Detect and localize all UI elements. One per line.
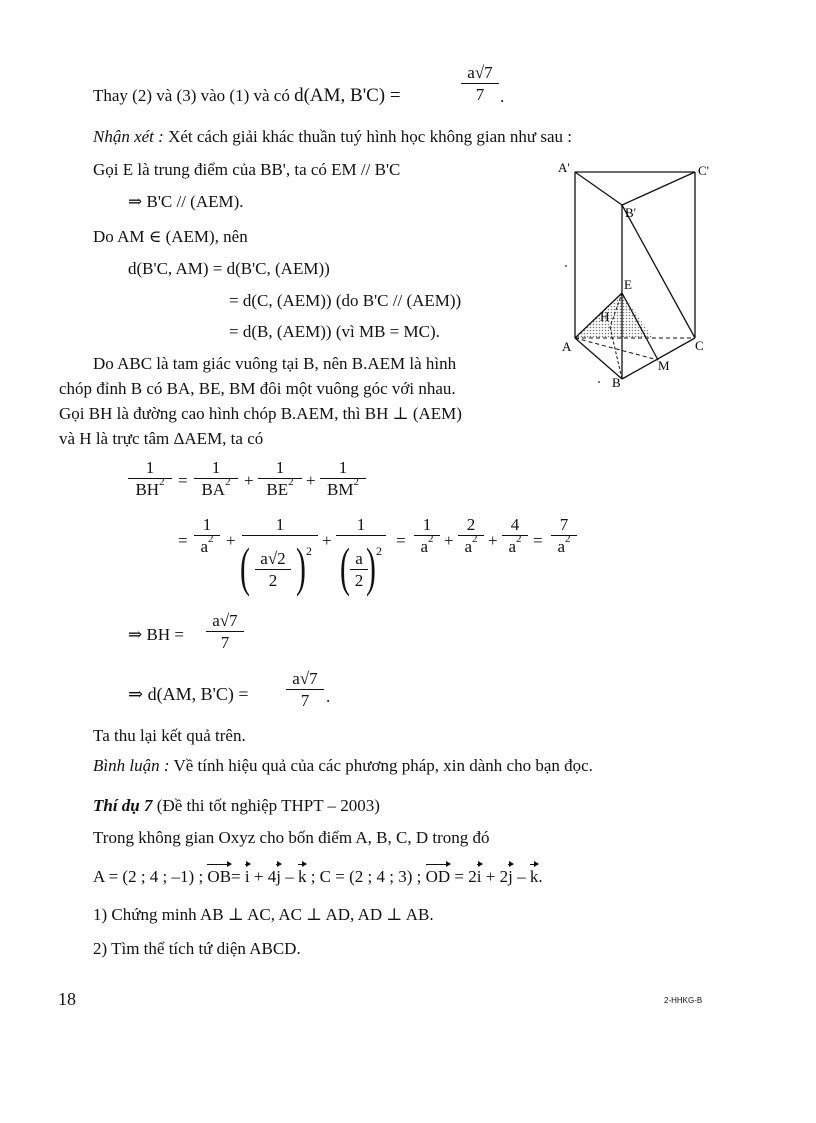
page-number: 18 — [58, 989, 76, 1009]
result-lhs: d(AM, B'C) = — [294, 85, 401, 106]
example-vectors-line: A = (2 ; 4 ; –1) ; OB= i + 4j – k ; C = (2 ; 4 ; 3) ; OD = 2i + 2j – k. — [93, 867, 543, 886]
step-2: ⇒ B'C // (AEM). — [128, 192, 244, 211]
vector-ob: OB — [207, 867, 232, 886]
step-6: = d(B, (AEM)) (vì MB = MC). — [229, 322, 440, 341]
label-a: A — [562, 339, 572, 354]
bh-lhs: ⇒ BH = — [128, 625, 184, 644]
result-fraction — [461, 64, 499, 103]
para-line-1: Do ABC là tam giác vuông tại B, nên B.AEM là hình — [93, 354, 457, 373]
speck — [565, 265, 567, 267]
para-line-2: chóp đỉnh B có BA, BE, BM đôi một vuông góc với nhau. — [59, 379, 456, 398]
result-line — [93, 86, 401, 105]
question-1: 1) Chứng minh AB ⊥ AC, AC ⊥ AD, AD ⊥ AB. — [93, 905, 434, 924]
remark-label: Nhận xét : — [93, 127, 164, 146]
label-m: M — [658, 358, 670, 373]
conclusion: Ta thu lại kết quả trên. — [93, 726, 246, 745]
label-h: H — [600, 309, 610, 324]
result-dot: . — [500, 87, 505, 106]
result-denominator: 7 — [475, 85, 485, 104]
label-a-prime: A' — [558, 160, 570, 175]
distance-fraction: a√7 7 — [286, 670, 324, 709]
vector-od: OD — [425, 867, 451, 886]
example-line-1: Trong không gian Oxyz cho bốn điểm A, B, C, D trong đó — [93, 828, 490, 847]
para-line-4: và H là trực tâm ΔAEM, ta có — [59, 429, 264, 448]
step-4: d(B'C, AM) = d(B'C, (AEM)) — [128, 259, 330, 278]
result-numerator: a√7 — [467, 63, 493, 82]
comment-label: Bình luận : — [93, 756, 170, 775]
speck — [598, 381, 600, 383]
step-5: = d(C, (AEM)) (do B'C // (AEM)) — [229, 291, 462, 310]
example-heading — [93, 797, 380, 814]
example-label: Thí dụ 7 — [93, 796, 153, 815]
result-prefix: Thay (2) và (3) vào (1) và có — [93, 86, 290, 105]
label-c: C — [695, 338, 704, 353]
label-c-prime: C' — [698, 163, 710, 178]
label-b-prime: B' — [625, 205, 637, 220]
step-3: Do AM ∈ (AEM), nên — [93, 227, 248, 246]
footer-code: 2-HHKG-B — [664, 996, 703, 1005]
remark-text: Xét cách giải khác thuần tuý hình học không gian như sau : — [168, 127, 572, 146]
para-line-3: Gọi BH là đường cao hình chóp B.AEM, thì BH ⊥ (AEM) — [59, 404, 462, 423]
remark-line — [93, 128, 572, 145]
bh-fraction: a√7 7 — [206, 612, 244, 651]
comment-line — [93, 757, 593, 774]
prism-figure — [550, 155, 720, 395]
distance-lhs: ⇒ d(AM, B'C) = — [128, 684, 249, 704]
question-2: 2) Tìm thể tích tứ diện ABCD. — [93, 939, 301, 958]
example-source: (Đề thi tốt nghiệp THPT – 2003) — [156, 796, 380, 815]
label-e: E — [624, 277, 632, 292]
comment-text: Về tính hiệu quả của các phương pháp, xin dành cho bạn đọc. — [173, 756, 593, 775]
label-b: B — [612, 375, 621, 390]
step-1: Gọi E là trung điểm của BB', ta có EM // B'C — [93, 160, 401, 179]
